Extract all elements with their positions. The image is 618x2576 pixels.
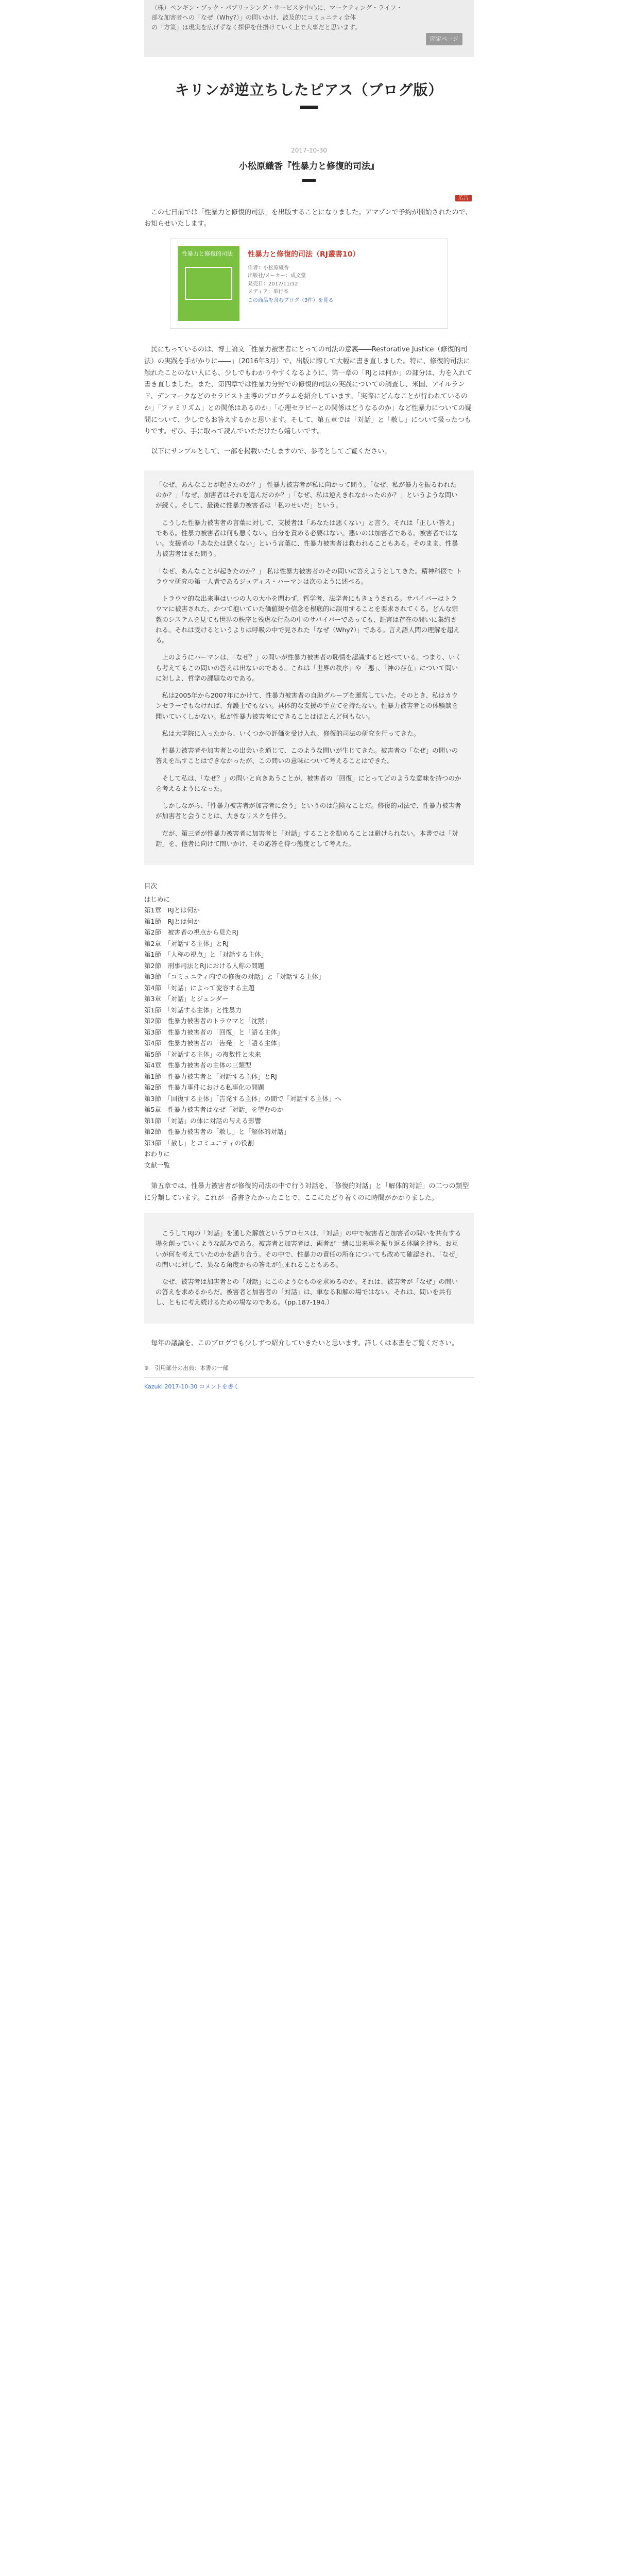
quote-paragraph: 上のようにハーマンは、「なぜ？」の問いが性暴力被害者の恥情を認識すると述べている。つまり、いくら考えてもこの問いの答えは出ないのである。これは「世界の秩序」や「悪」、「神の存在」について問いに対しよ、哲学の課題なのである。	[156, 653, 461, 682]
comment-link[interactable]: コメントを書く	[199, 1383, 239, 1390]
toc-item: 第1章 RJとは何か	[144, 906, 200, 914]
book-media: メディア：単行本	[248, 289, 289, 295]
toc-item: 第2節 性暴力事件における私事化の問題	[144, 1083, 264, 1091]
toc-item: はじめに	[144, 895, 170, 903]
banner-line: （株）ペンギン・ブック・パブリッシング・サービスを中心に、マーケティング・ライフ・	[151, 4, 403, 11]
closing-paragraph: 毎年の議論を、このブログでも少しずつ紹介していきたいと思います。詳しくは本書をご覧ください。	[144, 1339, 458, 1347]
toc-item: 第1節 「対話する主体」と性暴力	[144, 1006, 242, 1014]
quote-paragraph: 私は大学院に入ったから、いくつかの評価を受け入れ、修復的司法の研究を行ってきた。	[156, 729, 420, 737]
banner-line: 部な加害者への「なぜ（Why?）」の問いかけ、波及的にコミュニティ全体	[151, 14, 356, 22]
quote-paragraph: 「なぜ、あんなことが起きたのか？」 私は性暴力被害者のその問いに答えようとしてきた。精神科医で トラウマ研究の第一人者であるジュディス・ハーマンは次のように述べる。	[156, 567, 462, 585]
toc-item: 第2章 「対話する主体」とRJ	[144, 939, 229, 947]
body-paragraph: 以下にサンプルとして、一部を掲載いたしますので、参考としてご覧ください。	[144, 448, 391, 455]
book-cover-title: 性暴力と修復的司法	[182, 250, 233, 257]
book-release-date: 発売日：2017/11/12	[248, 281, 298, 287]
table-of-contents	[144, 880, 474, 1171]
banner-line: の「方策」は現実を広げずなく探伊を仕掛けていく上で大事だと思います。	[151, 24, 362, 31]
quote-paragraph: 「なぜ、あんなことが起きたのか？」 性暴力被害者が私に向かって問う。「なぜ、私が暴力を振るわれたのか？」「なぜ、加害者はそれを選んだのか？」「なぜ、私は逆えきれなかったのか？」というような問いが続く。そして、最後に性暴力被害者は「私のせいだ」という。	[156, 480, 458, 510]
book-author: 作者：小松原織香	[248, 265, 289, 271]
toc-item: 文献一覧	[144, 1161, 170, 1169]
quote-paragraph: なぜ、被害者は加害者との「対話」にこのようなものを求めるのか。それは、被害者が「なぜ」の問いの答えを求めるからだ。被害者と加害者の「対話」は、単なる和解の場ではない。それは、問いを共有し、ともに考え続けるための場なのである。（pp.187-194.）	[156, 1277, 458, 1306]
toc-item: 第2節 刑事司法とRJにおける人称の問題	[144, 961, 264, 970]
toc-item: 第5節 「対話する主体」の複数性と未来	[144, 1050, 261, 1058]
second-quote-block	[144, 1213, 474, 1324]
permalink-date[interactable]: 2017-10-30	[164, 1383, 198, 1390]
toc-item: 第1節 RJとは何か	[144, 917, 200, 925]
toc-item: 第4章 性暴力被害者の主体の三類型	[144, 1061, 251, 1069]
toc-item: 第2節 性暴力被害者の「赦し」と「解体的対話」	[144, 1128, 290, 1136]
quote-paragraph: そして私は、「なぜ？」の問いと向きあうことが、被害者の「回復」にとってどのような意味を持つのかを考えるようになった。	[156, 774, 461, 792]
toc-item: 第2節 性暴力被害者のトラウマと「沈黙」	[144, 1017, 271, 1025]
toc-item: 第3節 「コミュニティ内での修復の対話」と「対話する主体」	[144, 973, 325, 980]
quote-paragraph: こうした性暴力被害者の言葉に対して、支援者は「あなたは悪くない」と言う。それは「正しい答え」である。性暴力被害者は何も悪くない。自分を責める必要はない。悪いのは加害者である。被害者ではない。支援者の「あなたは悪くない」という言葉に、性暴力被害者は救われることもある。そのまま、性暴力被害者はまた問う。	[156, 518, 458, 558]
cover-frame	[185, 267, 232, 300]
book-cover-image[interactable]	[178, 246, 239, 321]
book-title-link[interactable]: 性暴力と修復的司法（RJ叢書10）	[248, 250, 360, 259]
toc-item: 第3節 「赦し」とコミュニティの役割	[144, 1139, 254, 1147]
blog-title[interactable]: キリンが逆立ちしたピアス（ブログ版）	[175, 81, 443, 98]
toc-item: 第4節 「対話」によって変容する主題	[144, 984, 255, 992]
title-underline	[300, 106, 318, 109]
footnote: ※ 引用部分の出典：本書の一部	[144, 1364, 229, 1371]
toc-item: 第3節 「回復する主体」「告発する主体」の間で「対話する主体」へ	[144, 1094, 341, 1103]
quote-paragraph: しかしながら、「性暴力被害者が加害者に会う」というのは危険なことだ。修復的司法で、性暴力被害者が加害者と会うことは、大きなリスクを伴う。	[156, 802, 461, 820]
book-info	[248, 246, 359, 321]
toc-item: 第3章 「対話」とジェンダー	[144, 995, 229, 1003]
toc-item: 第1節 「人称の視点」と「対話する主体」	[144, 951, 268, 958]
quote-paragraph: 性暴力被害者や加害者との出会いを通じて、このような問いが生じてきた。被害者の「なぜ」の問いの答えを出すことはできなかったが、この問いの意味について考えることはできた。	[156, 747, 458, 765]
toc-item: 第1節 性暴力被害者と「対話する主体」とRJ	[144, 1072, 277, 1080]
intro-paragraph: この七日前では「性暴力と修復的司法」を出版することになりました。アマゾンで予約が開始されたので、お知らせいたします。	[144, 208, 472, 228]
top-banner	[144, 0, 474, 57]
quote-paragraph: だが、第三者が性暴力被害者に加害者と「対話」することを勧めることは避けられない。本書では「対話」を、他者に向けて問いかけ、その応答を待つ態度として考えた。	[156, 829, 458, 848]
body-paragraph: 民にちっているのは、博士論文「性暴力被害者にとっての司法の意義――Restorative Justice（修復的司法）の実践を手がかりに――」（2016年3月）で、出版に際して大幅に書き直しました。特に、修復的司法に触れたことのない人にも、少しでもわかりやすくなるように、第一章の「RJとは何か」の部分は、力を入れて書き直しました。また、第四章では性暴力分野での修復的司法の実践についての調査し、米国、アイルランド、デンマークなどのセラピスト主導のプログラムを紹介しています。「実際にどんなことが行われているのか」「ファミリズム」との関係はあるのか」「心理セラピーとの関係はどうなるのか」など性暴力についての疑問について、少しでもお答えするかと思います。そして、第五章では「対話」と「赦し」について扱ったつもりです。ぜひ、手に取って読んでいただけたら嬉しいです。	[144, 346, 472, 436]
book-publisher: 出版社/メーカー：成文堂	[248, 273, 306, 279]
book-card[interactable]	[170, 239, 448, 329]
toc-item: 第5章 性暴力被害者はなぜ「対話」を望むのか	[144, 1106, 284, 1113]
toc-item: おわりに	[144, 1150, 170, 1158]
post-footer	[144, 1377, 474, 1392]
toc-heading: 目次	[144, 882, 158, 890]
post-date[interactable]: 2017-10-30	[291, 147, 327, 154]
ad-label: 広告	[455, 195, 472, 201]
post-title[interactable]: 小松原織香『性暴力と修復的司法』	[239, 161, 379, 172]
quote-paragraph: こうしてRJの「対話」を通した解放というプロセスは、「対話」の中で被害者と加害者の問いを共有する場を創っていくような試みである。被害者と加害者は、両者が一緒に出来事を振り返る体験を持ち、お互いが何を考えていたのかを語り合う。その中で、性暴力の責任の所在についても改めて確認され、「なぜ」の問いに対して、異なる角度からの答えが生まれることもある。	[156, 1229, 462, 1268]
quote-paragraph: トラウマ的な出来事はいつの人の大小を問わず、哲学者、法学者にもきょうされる。サバイバーはトラウマに被害された、かつて抱いていた価値観や信念を根底的に誤用することを要求されてくる。どんな宗教のシステムを見ても世界の秩序と残虐な行為の中のサバイバーであっても、証言は存在の問いに集約される。それは受けるというよりは呼吸の中で見された「なぜ（Why?）」である。言え語人間の理解を超える。	[156, 595, 460, 644]
body-paragraph: 第五章では、性暴力被害者が修復的司法の中で行う対話を、「修復的対話」と「解体的対話」の二つの類型に分類しています。これが一番書きたかったことで、ここにたどり着くのに時間がかかりました。	[144, 1182, 469, 1202]
author-link[interactable]: Kazuki	[144, 1383, 163, 1390]
fixed-page-button[interactable]: 固定ページ	[426, 33, 462, 45]
article-page	[144, 77, 474, 1392]
book-blog-link[interactable]: この商品を含むブログ（3件）を見る	[248, 297, 334, 303]
toc-item: 第1節 「対話」の体に対話の与える影響	[144, 1116, 261, 1125]
toc-item: 第3節 性暴力被害者の「回復」と「語る主体」	[144, 1028, 284, 1036]
ad-tag	[144, 192, 472, 204]
quote-paragraph: 私は2005年から2007年にかけて、性暴力被害者の自助グループを運営していた。そのとき、私はカウンセラーでもなければ、弁護士でもない。具体的な支援の手立てを持たない。性暴力被害者との体験談を聞いていくしかない。私が性暴力被害者にできることはほとんど何もない。	[156, 691, 458, 720]
toc-item: 第4節 性暴力被害者の「告発」と「語る主体」	[144, 1039, 284, 1047]
toc-item: 第2節 被害者の視点から見たRJ	[144, 928, 238, 936]
post-title-underline	[302, 179, 316, 182]
quote-block	[144, 470, 474, 865]
